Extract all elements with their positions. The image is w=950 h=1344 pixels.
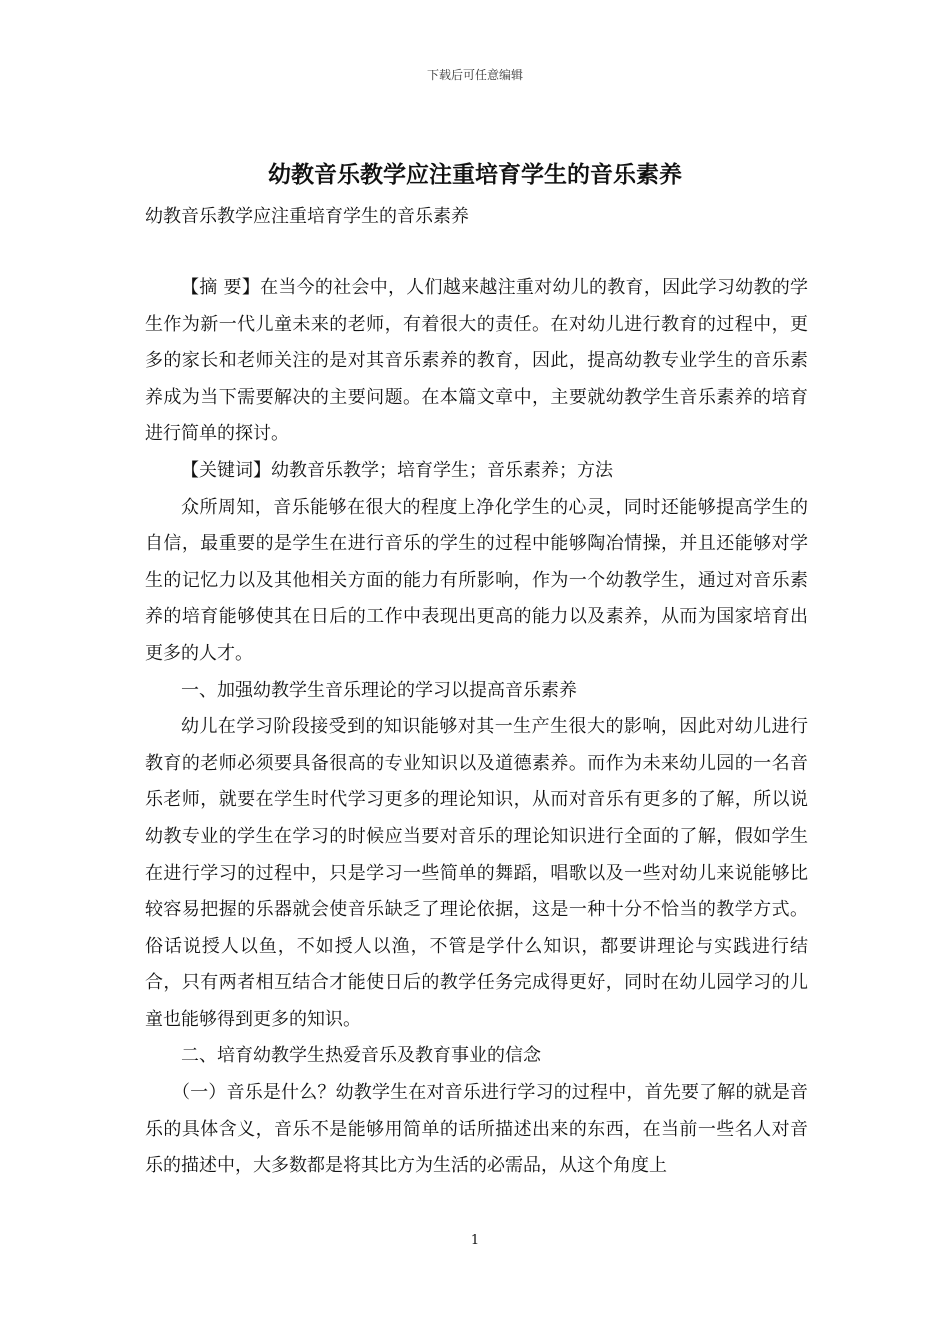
document-body — [145, 270, 808, 1185]
header-note: 下载后可任意编辑 — [426, 68, 523, 82]
keywords-paragraph: 【关键词】幼教音乐教学；培育学生；音乐素养；方法 — [181, 459, 613, 481]
body-paragraph: 幼儿在学习阶段接受到的知识能够对其一生产生很大的影响，因此对幼儿进行教育的老师必须要具备很高的专业知识以及道德素养。而作为未来幼儿园的一名音乐老师，就要在学生时代学习更多的理论知识，从而对音乐有更多的了解，所以说幼教专业的学生在学习的时候应当要对音乐的理论知识进行全面的了解，假如学生在进行学习的过程中，只是学习一些简单的舞蹈，唱歌以及一些对幼儿来说能够比较容易把握的乐器就会使音乐缺乏了理论依据，这是一种十分不恰当的教学方式。俗话说授人以鱼，不如授人以渔，不管是学什么知识，都要讲理论与实践进行结合，只有两者相互结合才能使日后的教学任务完成得更好，同时在幼儿园学习的儿童也能够得到更多的知识。 — [145, 716, 808, 1030]
document-subtitle: 幼教音乐教学应注重培育学生的音乐素养 — [145, 206, 469, 227]
document-title: 幼教音乐教学应注重培育学生的音乐素养 — [268, 162, 682, 188]
page-number: 1 — [470, 1233, 480, 1248]
subsection-paragraph: （一）音乐是什么？幼教学生在对音乐进行学习的过程中，首先要了解的就是音乐的具体含义，音乐不是能够用简单的话所描述出来的东西，在当前一些名人对音乐的描述中，大多数都是将其比方为生活的必需品，从这个角度上 — [145, 1082, 808, 1177]
intro-paragraph: 众所周知，音乐能够在很大的程度上净化学生的心灵，同时还能够提高学生的自信，最重要的是学生在进行音乐的学生的过程中能够陶冶情操，并且还能够对学生的记忆力以及其他相关方面的能力有所影响，作为一个幼教学生，通过对音乐素养的培育能够使其在日后的工作中表现出更高的能力以及素养，从而为国家培育出更多的人才。 — [145, 496, 808, 664]
section-heading-1: 一、加强幼教学生音乐理论的学习以提高音乐素养 — [181, 679, 577, 701]
section-heading-2: 二、培育幼教学生热爱音乐及教育事业的信念 — [181, 1045, 541, 1067]
abstract-paragraph: 【摘 要】在当今的社会中，人们越来越注重对幼儿的教育，因此学习幼教的学生作为新一代儿童未来的老师，有着很大的责任。在对幼儿进行教育的过程中，更多的家长和老师关注的是对其音乐素养的教育，因此，提高幼教专业学生的音乐素养成为当下需要解决的主要问题。在本篇文章中，主要就幼教学生音乐素养的培育进行简单的探讨。 — [145, 277, 808, 445]
